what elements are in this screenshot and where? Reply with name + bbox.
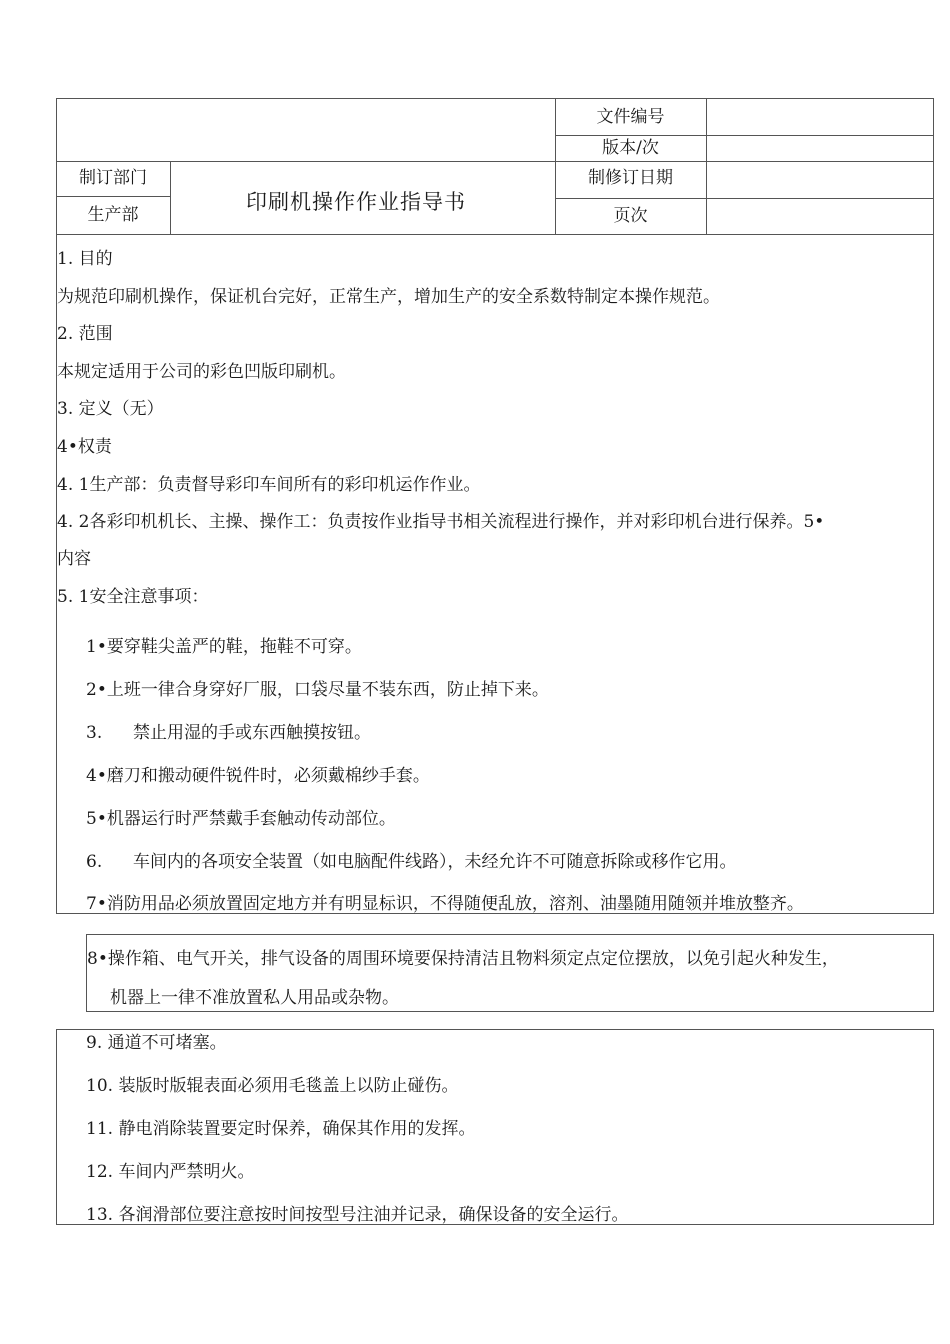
section-2-text: 本规定适用于公司的彩色凹版印刷机。: [57, 362, 346, 382]
list-item-6-text: 车间内的各项安全装置（如电脑配件线路），未经允许不可随意拆除或移作它用。: [133, 852, 737, 872]
department-label: 制订部门: [79, 168, 147, 188]
list-item-3-text: 禁止用湿的手或东西触摸按钮。: [133, 723, 371, 743]
list-item-13: 13. 各润滑部位要注意按时间按型号注油并记录，确保设备的安全运行。: [86, 1205, 629, 1225]
list-item-9: 9. 通道不可堵塞。: [86, 1033, 227, 1053]
section-4-heading: 4•权责: [57, 437, 112, 457]
section-1-heading: 1. 目的: [57, 249, 113, 269]
document-title: 印刷机操作作业指导书: [246, 190, 466, 214]
version-label: 版本/次: [602, 138, 659, 158]
section-4-2-line2: 内容: [57, 549, 91, 569]
list-item-10: 10. 装版时版辊表面必须用毛毯盖上以防止碰伤。: [86, 1076, 459, 1096]
section-5-1: 5. 1安全注意事项：: [57, 587, 209, 607]
section-4-2-line1: 4. 2各彩印机机长、主操、操作工：负责按作业指导书相关流程进行操作，并对彩印机台进行保养。5•: [57, 512, 825, 532]
list-item-8-line2: 机器上一律不准放置私人用品或杂物。: [110, 988, 399, 1008]
list-item-7: 7•消防用品必须放置固定地方并有明显标识，不得随便乱放，溶剂、油墨随用随领并堆放整齐。: [86, 894, 804, 914]
list-item-3-number: 3.: [86, 723, 103, 743]
department-value: 生产部: [87, 205, 139, 225]
file-number-label: 文件编号: [596, 107, 665, 127]
section-2-heading: 2. 范围: [57, 324, 113, 344]
list-item-11: 11. 静电消除装置要定时保养，确保其作用的发挥。: [86, 1119, 476, 1139]
list-item-1: 1•要穿鞋尖盖严的鞋，拖鞋不可穿。: [86, 637, 362, 657]
list-item-2: 2•上班一律合身穿好厂服，口袋尽量不装东西，防止掉下来。: [86, 680, 549, 700]
section-3-heading: 3. 定义（无）: [57, 399, 164, 419]
list-item-12: 12. 车间内严禁明火。: [86, 1162, 255, 1182]
page-label: 页次: [613, 206, 648, 226]
list-item-6-number: 6.: [86, 852, 103, 872]
list-item-8-line1: 8•操作箱、电气开关，排气设备的周围环境要保持清洁且物料须定点定位摆放，以免引起火种发生，: [87, 949, 839, 969]
section-1-text: 为规范印刷机操作，保证机台完好，正常生产，增加生产的安全系数特制定本操作规范。: [57, 287, 720, 307]
list-item-5: 5•机器运行时严禁戴手套触动传动部位。: [86, 809, 396, 829]
revision-date-label: 制修订日期: [588, 168, 673, 188]
list-item-4: 4•磨刀和搬动硬件锐件时，必须戴棉纱手套。: [86, 766, 430, 786]
section-4-1: 4. 1生产部：负责督导彩印车间所有的彩印机运作作业。: [57, 475, 481, 495]
